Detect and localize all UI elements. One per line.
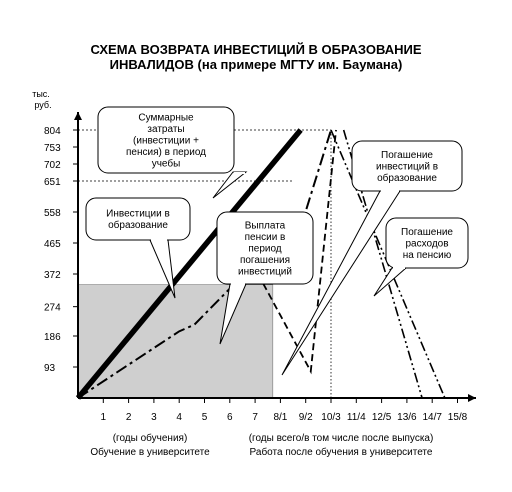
callout-text-line: Погашение	[381, 149, 433, 161]
y-axis-arrow	[74, 112, 82, 120]
x-tick-label: 6	[227, 412, 233, 423]
x-caption-left-2: Обучение в университете	[90, 447, 210, 458]
x-tick-label: 4	[176, 412, 182, 423]
callout-pointer	[213, 172, 246, 198]
callout-text-line: Выплата	[244, 220, 286, 232]
y-axis-label-line-2: руб.	[34, 100, 52, 110]
callout-text-line: Суммарные	[138, 112, 194, 124]
y-tick-label: 702	[44, 160, 61, 171]
x-tick-label: 5	[201, 412, 208, 423]
callout-text-line: расходов	[405, 238, 449, 250]
y-tick-label: 186	[44, 332, 61, 343]
y-tick-label: 804	[44, 126, 61, 137]
x-caption-right-1: (годы всего/в том числе после выпуска)	[248, 433, 434, 444]
x-tick-label: 15/8	[447, 412, 468, 423]
y-tick-label: 558	[44, 208, 61, 219]
x-tick-label: 10/3	[321, 412, 341, 423]
y-axis-label-line-1: тыс.	[32, 89, 50, 99]
callout-text-line: образование	[377, 172, 437, 184]
callout-text-line: на пенсию	[402, 249, 452, 261]
x-tick-label: 2	[125, 412, 132, 423]
callout-text-line: образование	[108, 220, 168, 231]
y-tick-label: 93	[44, 363, 56, 374]
shaded-region	[78, 285, 273, 398]
x-tick-label: 14/7	[422, 412, 442, 423]
y-tick-label: 372	[44, 270, 61, 281]
x-tick-label: 7	[252, 412, 258, 423]
chart-title-line-1: СХЕМА ВОЗВРАТА ИНВЕСТИЦИЙ В ОБРАЗОВАНИЕ	[90, 42, 422, 57]
x-caption-right-2: Работа после обучения в университете	[249, 447, 433, 458]
callout-text-line: пенсия) в период	[126, 146, 206, 158]
x-axis-arrow	[468, 394, 476, 402]
x-tick-label: 11/4	[346, 412, 366, 423]
callout-text-line: затраты	[147, 123, 185, 135]
callout-text-line: инвестиций	[238, 266, 292, 278]
y-tick-label: 274	[44, 302, 61, 314]
callout-text-line: пенсии в	[244, 231, 286, 243]
y-tick-label: 753	[44, 143, 61, 154]
x-tick-label: 12/5	[371, 412, 392, 423]
x-caption-left-1: (годы обучения)	[112, 433, 188, 444]
callout-text-line: период	[248, 243, 282, 255]
callout-text-line: учебы	[151, 158, 181, 170]
callout-text-line: инвестиций в	[375, 161, 439, 173]
x-tick-label: 3	[151, 412, 157, 423]
x-tick-label: 8/1	[273, 412, 288, 423]
y-tick-label: 465	[44, 239, 61, 250]
callout-text-line: Инвестиции в	[106, 208, 170, 220]
chart-title-line-2: ИНВАЛИДОВ (на примере МГТУ им. Баумана)	[109, 57, 403, 72]
callout-pointer	[374, 268, 406, 296]
x-tick-label: 1	[100, 412, 107, 423]
callout-text-line: (инвестиции +	[133, 135, 199, 147]
callout-text-line: погашения	[239, 254, 291, 266]
y-tick-label: 651	[44, 177, 61, 188]
callout-text-line: Погашение	[401, 226, 453, 238]
x-tick-label: 9/2	[298, 412, 313, 423]
callout-repay_pension	[374, 218, 468, 296]
callout-summary	[98, 107, 246, 198]
x-tick-label: 13/6	[397, 412, 417, 423]
